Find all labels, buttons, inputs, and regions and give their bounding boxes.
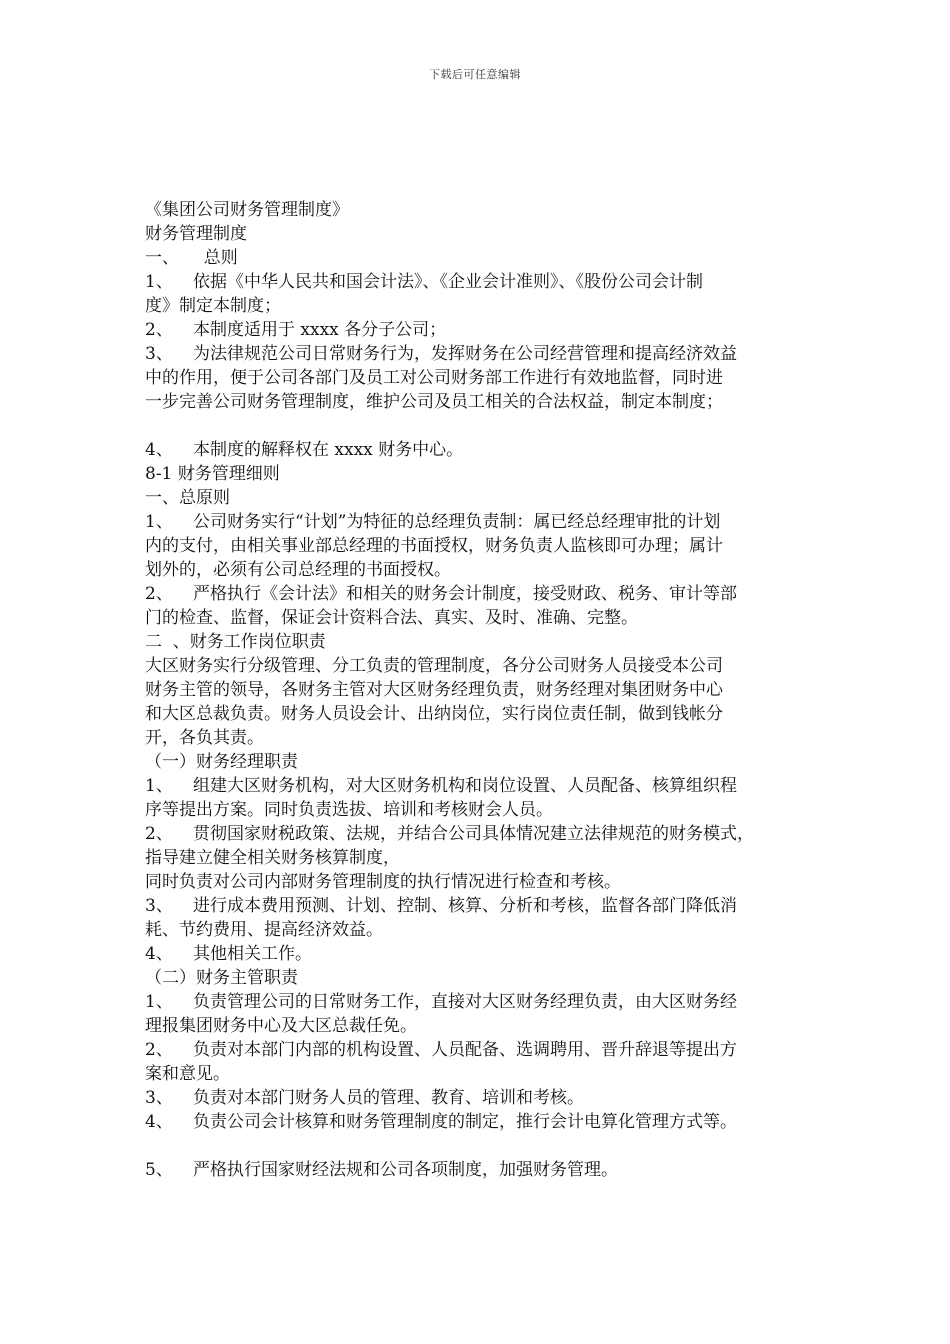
numbered-paragraph-line [145,774,825,798]
paragraph-line: （二）财务主管职责 [145,968,298,988]
item-number: 3、 [145,896,173,916]
numbered-paragraph-line [145,1038,825,1062]
item-number: 3、 [145,344,173,364]
paragraph-line: 财务主管的领导，各财务主管对大区财务经理负责，财务经理对集团财务中心 [145,680,723,700]
item-text: 本制度适用于 xxxx 各分子公司； [193,320,447,340]
item-number: 2、 [145,1040,173,1060]
paragraph-line: 大区财务实行分级管理、分工负责的管理制度，各分公司财务人员接受本公司 [145,656,723,676]
item-text: 负责管理公司的日常财务工作，直接对大区财务经理负责，由大区财务经 [193,992,737,1012]
item-text: 严格执行《会计法》和相关的财务会计制度，接受财政、税务、审计等部 [193,584,737,604]
paragraph-line: 财务管理制度 [145,224,247,244]
numbered-paragraph-line [145,990,825,1014]
item-text: 其他相关工作。 [193,944,312,964]
item-number: 1、 [145,992,173,1012]
item-number: 1、 [145,272,173,292]
item-number: 4、 [145,1112,173,1132]
paragraph-line: 序等提出方案。同时负责选拔、培训和考核财会人员。 [145,800,553,820]
numbered-paragraph-line [145,342,825,366]
blank-line [145,414,825,438]
numbered-paragraph-line [145,318,825,342]
paragraph-line: 案和意见。 [145,1064,230,1084]
item-text: 负责对本部门内部的机构设置、人员配备、选调聘用、晋升辞退等提出方 [193,1040,737,1060]
numbered-paragraph-line [145,510,825,534]
blank-line [145,1134,825,1158]
item-number: 3、 [145,1088,173,1108]
paragraph-line: 一步完善公司财务管理制度，维护公司及员工相关的合法权益，制定本制度； [145,392,723,412]
numbered-paragraph-line [145,270,825,294]
numbered-paragraph-line [145,942,825,966]
item-text: 进行成本费用预测、计划、控制、核算、分析和考核，监督各部门降低消 [193,896,737,916]
item-number: 1、 [145,512,173,532]
item-number: 2、 [145,320,173,340]
numbered-paragraph-line [145,1086,825,1110]
paragraph-line: 理报集团财务中心及大区总裁任免。 [145,1016,417,1036]
document-body [145,198,825,1182]
item-number: 2、 [145,824,173,844]
numbered-paragraph-line [145,246,825,270]
numbered-paragraph-line [145,582,825,606]
paragraph-line: 门的检查、监督，保证会计资料合法、真实、及时、准确、完整。 [145,608,638,628]
item-text: 负责公司会计核算和财务管理制度的制定，推行会计电算化管理方式等。 [193,1112,737,1132]
item-text: 严格执行国家财经法规和公司各项制度，加强财务管理。 [193,1160,618,1180]
item-number: 4、 [145,944,173,964]
paragraph-line: 同时负责对公司内部财务管理制度的执行情况进行检查和考核。 [145,872,621,892]
numbered-paragraph-line [145,1158,825,1182]
paragraph-line: 二 、财务工作岗位职责 [145,632,326,652]
item-text: 贯彻国家财税政策、法规，并结合公司具体情况建立法律规范的财务模式， [193,824,754,844]
item-text: 总则 [193,248,238,268]
numbered-paragraph-line [145,438,825,462]
paragraph-line: 耗、节约费用、提高经济效益。 [145,920,383,940]
numbered-paragraph-line [145,894,825,918]
item-text: 负责对本部门财务人员的管理、教育、培训和考核。 [193,1088,584,1108]
item-number: 2、 [145,584,173,604]
paragraph-line: 8-1 财务管理细则 [145,464,280,484]
numbered-paragraph-line [145,822,825,846]
item-number: 4、 [145,440,173,460]
numbered-paragraph-line [145,1110,825,1134]
paragraph-line: 一、总原则 [145,488,230,508]
paragraph-line: 中的作用，便于公司各部门及员工对公司财务部工作进行有效地监督，同时进 [145,368,723,388]
item-text: 公司财务实行“计划”为特征的总经理负责制：属已经总经理审批的计划 [193,512,721,532]
paragraph-line: 开，各负其责。 [145,728,264,748]
item-number: 1、 [145,776,173,796]
paragraph-line: 指导建立健全相关财务核算制度， [145,848,400,868]
page-header-note: 下载后可任意编辑 [429,68,521,81]
paragraph-line: （一）财务经理职责 [145,752,298,772]
paragraph-line: 和大区总裁负责。财务人员设会计、出纳岗位，实行岗位责任制，做到钱帐分 [145,704,723,724]
paragraph-line: 划外的，必须有公司总经理的书面授权。 [145,560,451,580]
item-text: 本制度的解释权在 xxxx 财务中心。 [193,440,464,460]
paragraph-line: 内的支付，由相关事业部总经理的书面授权，财务负责人监核即可办理；属计 [145,536,723,556]
item-text: 组建大区财务机构，对大区财务机构和岗位设置、人员配备、核算组织程 [193,776,737,796]
item-text: 为法律规范公司日常财务行为，发挥财务在公司经营管理和提高经济效益 [193,344,737,364]
item-text: 依据《中华人民共和国会计法》、《企业会计准则》、《股份公司会计制 [193,272,703,292]
item-number: 5、 [145,1160,173,1180]
paragraph-line: 《集团公司财务管理制度》 [145,200,349,220]
item-number: 一、 [145,248,179,268]
paragraph-line: 度》制定本制度； [145,296,281,316]
